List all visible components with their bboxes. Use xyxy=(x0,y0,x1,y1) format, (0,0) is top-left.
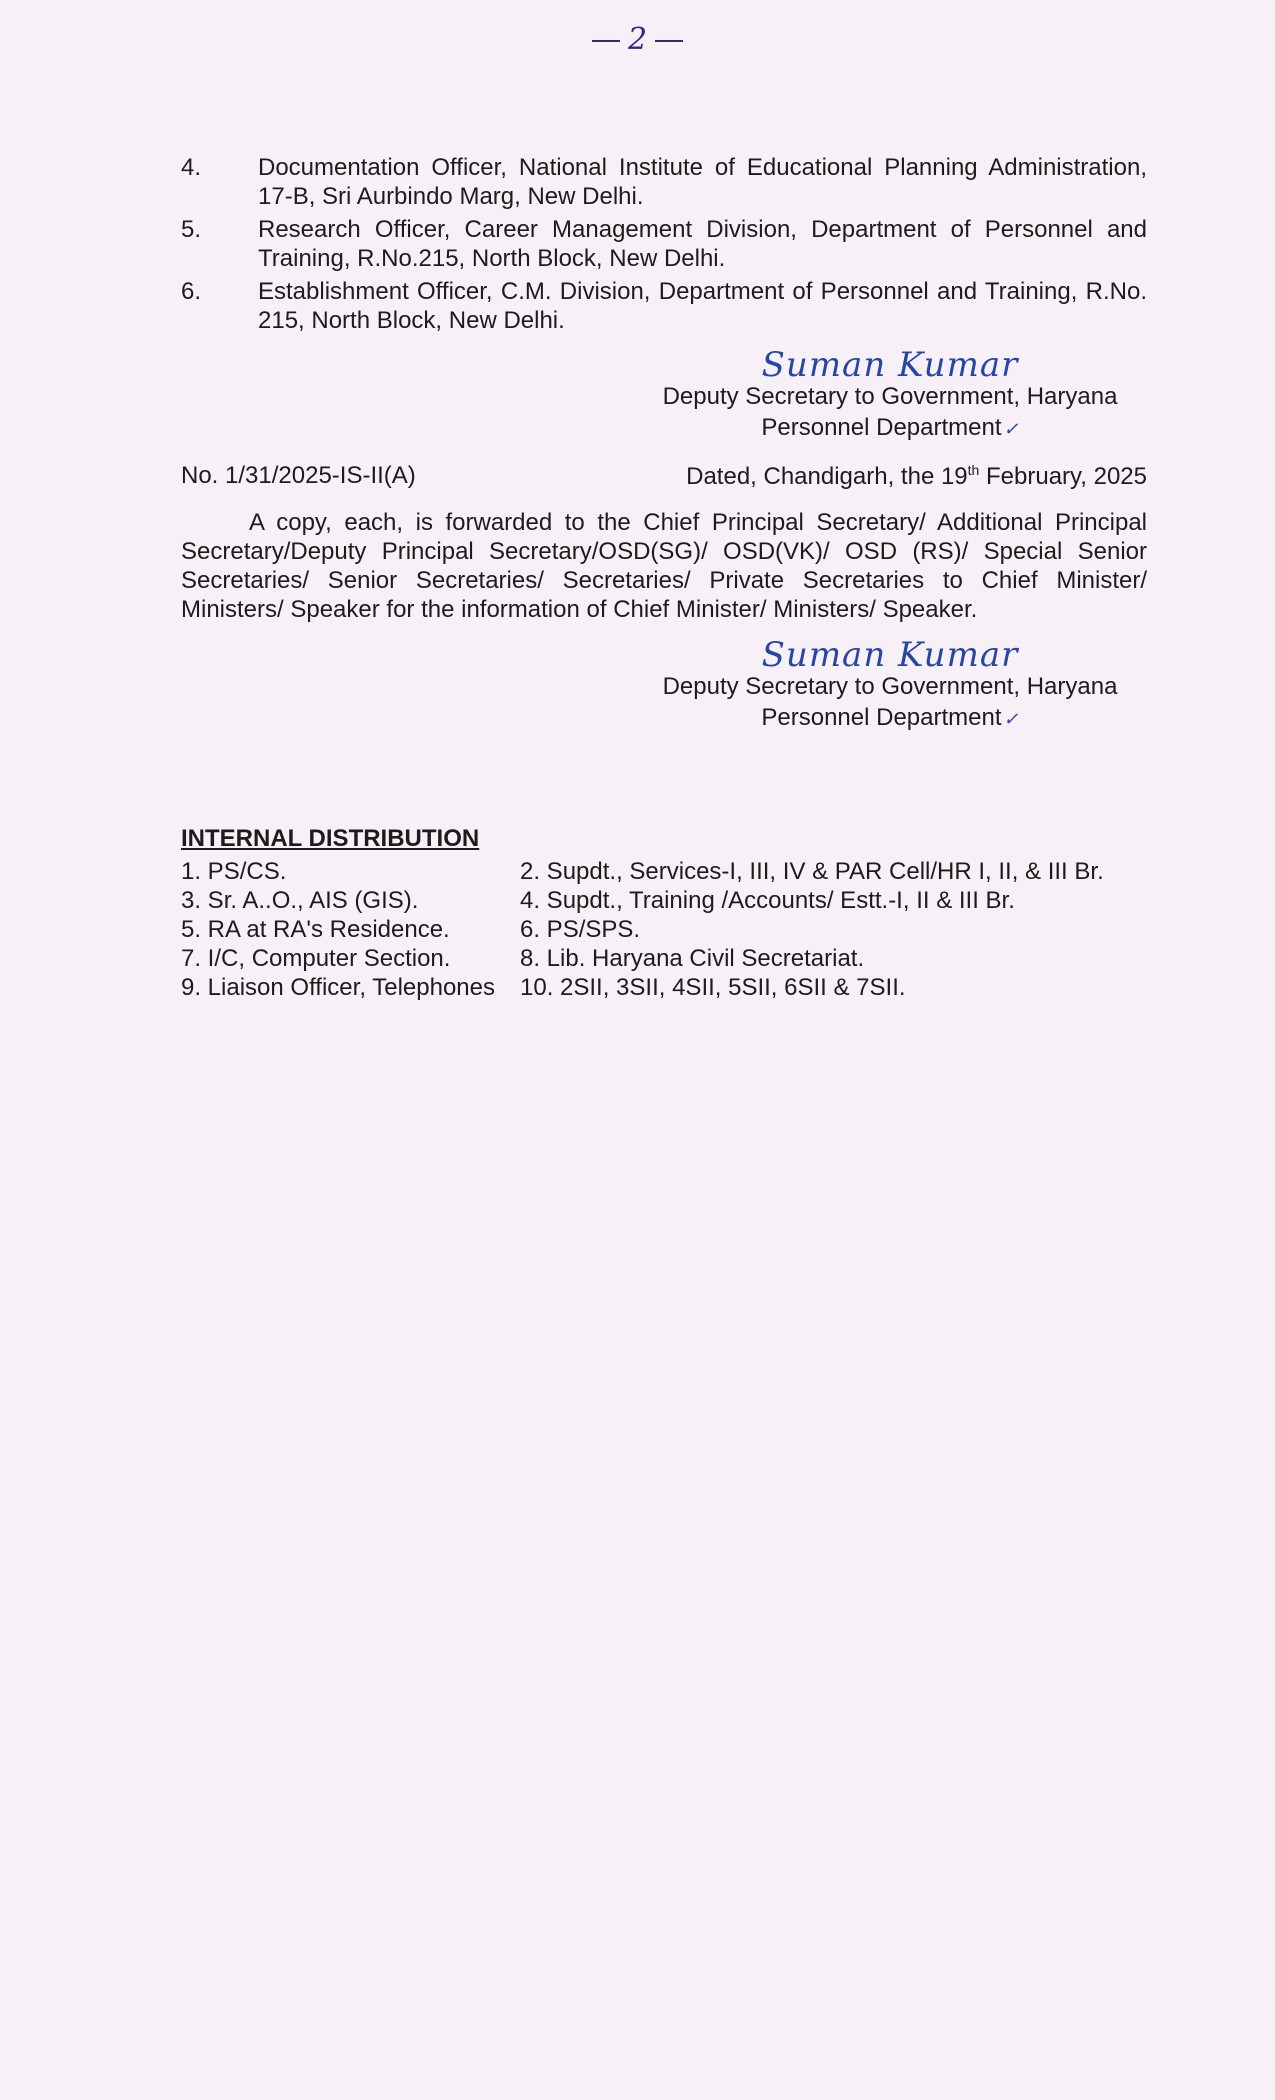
internal-distribution-list xyxy=(181,857,1147,1002)
page-number: 2 xyxy=(0,22,1275,57)
list-item: 4. Documentation Officer, National Institute of Educational Planning Administration, 17-B, Sri Aurbindo Marg, New Delhi. xyxy=(181,154,1147,210)
forwarding-paragraph: A copy, each, is forwarded to the Chief Principal Secretary/ Additional Principal Secretary/Deputy Principal Secretary/OSD(SG)/ OSD(VK)/ OSD (RS)/ Special Senior Secretaries/ Senior Secretaries/ Secretaries/ Private Secretaries to Chief Minister/ Ministers/ Speaker for the information of Chief Minister/ Ministers/ Speaker. xyxy=(181,509,1147,623)
initials-mark: ✓ xyxy=(1003,419,1019,440)
handwritten-signature: Suman Kumar xyxy=(761,345,1019,385)
table-row: 7. I/C, Computer Section. 8. Lib. Haryana Civil Secretariat. xyxy=(181,945,865,972)
designation: Deputy Secretary to Government, Haryana xyxy=(662,383,1118,410)
list-item: 6. Establishment Officer, C.M. Division, Department of Personnel and Training, R.No. 215, North Block, New Delhi. xyxy=(181,278,1147,334)
signature-block xyxy=(640,635,1140,735)
handwritten-signature: Suman Kumar xyxy=(761,635,1019,675)
department: Personnel Department ✓ xyxy=(761,704,1019,731)
signature-block xyxy=(640,345,1140,445)
table-row: 9. Liaison Officer, Telephones 10. 2SII, 3SII, 4SII, 5SII, 6SII & 7SII. xyxy=(181,974,906,1001)
internal-distribution-heading: INTERNAL DISTRIBUTION xyxy=(181,825,480,852)
table-row: 5. RA at RA's Residence. 6. PS/SPS. xyxy=(181,916,641,943)
list-item: 5. Research Officer, Career Management Division, Department of Personnel and Training, R.No.215, North Block, New Delhi. xyxy=(181,216,1147,272)
designation: Deputy Secretary to Government, Haryana xyxy=(662,673,1118,700)
dated-line: Dated, Chandigarh, the 19th February, 2025 xyxy=(686,462,1147,490)
table-row: 1. PS/CS. 2. Supdt., Services-I, III, IV & PAR Cell/HR I, II, & III Br. xyxy=(181,858,1104,885)
department: Personnel Department ✓ xyxy=(761,414,1019,441)
reference-number: No. 1/31/2025-IS-II(A) xyxy=(181,462,416,489)
table-row: 3. Sr. A..O., AIS (GIS). 4. Supdt., Training /Accounts/ Estt.-I, II & III Br. xyxy=(181,887,1015,914)
initials-mark: ✓ xyxy=(1003,709,1019,730)
addressee-list xyxy=(181,153,1147,339)
reference-line xyxy=(181,462,1147,491)
